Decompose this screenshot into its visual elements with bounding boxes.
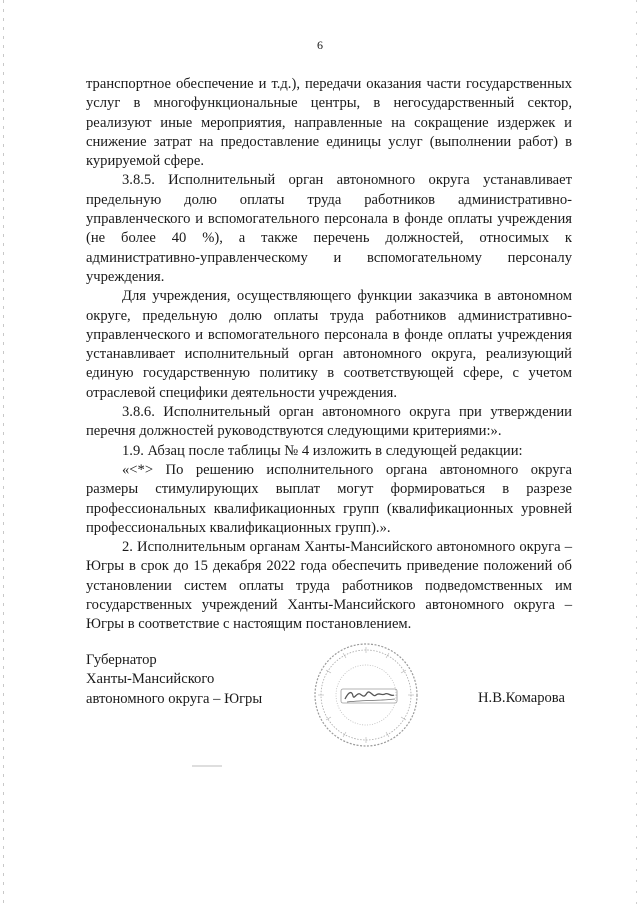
paragraph-2: 2. Исполнительным органам Ханты-Мансийского автономного округа – Югры в срок до 15 декабря 2022 года обеспечить приведение положений об установлении систем оплаты труда работников подведомственных им государственных учреждений Ханты-Мансийского автономного округа – Югры в соответствие с настоящим постановлением.: [86, 539, 572, 633]
scan-mark: [192, 765, 222, 767]
document-body: [86, 75, 572, 635]
signatory-name: Н.В.Комарова: [478, 690, 565, 706]
page-number: 6: [317, 38, 323, 52]
paragraph-3-8-5: 3.8.5. Исполнительный орган автономного округа устанавливает предельную долю оплаты труда работников административно-управленческого и вспомогательного персонала в фонде оплаты учреждения (не более 40 %), а также перечень должностей, относимых к административно-управленческому и вспомогательному персоналу учреждения.: [86, 172, 572, 285]
signatory-title: [86, 651, 262, 709]
signatory-title-line: Ханты-Мансийского: [86, 671, 215, 688]
paragraph-continuation: транспортное обеспечение и т.д.), передачи оказания части государственных услуг в многофункциональные центры, в негосударственный сектор, реализуют иные мероприятия, направленные на сокращение издержек и снижение затрат на предоставление единицы услуг (выполнении работ) в курируемой сфере.: [86, 76, 572, 170]
paragraph-customer-institution: Для учреждения, осуществляющего функции заказчика в автономном округе, предельную долю оплаты труда работников административно-управленческого и вспомогательного персонала в фонде оплаты учреждения устанавливает исполнительный орган автономного округа, реализующий единую государственную политику в соответствующей сфере, с учетом отраслевой специфики деятельности учреждения.: [86, 288, 572, 401]
electronic-signature-stamp: [311, 640, 421, 750]
signatory-title-line: Губернатор: [86, 652, 157, 668]
paragraph-1-9: 1.9. Абзац после таблицы № 4 изложить в следующей редакции:: [122, 442, 523, 459]
scan-edge-left: [3, 0, 4, 905]
signatory-title-line: автономного округа – Югры: [86, 690, 263, 707]
paragraph-footnote: «<*> По решению исполнительного органа автономного округа размеры стимулирующих выплат могут формироваться в разрезе профессиональных квалификационных групп (квалификационных уровней профессиональных квалификационных групп).».: [86, 461, 572, 536]
paragraph-3-8-6: 3.8.6. Исполнительный орган автономного округа при утверждении перечня должностей руководствуются следующими критериями:».: [86, 404, 572, 440]
scan-edge-right: [636, 0, 637, 905]
